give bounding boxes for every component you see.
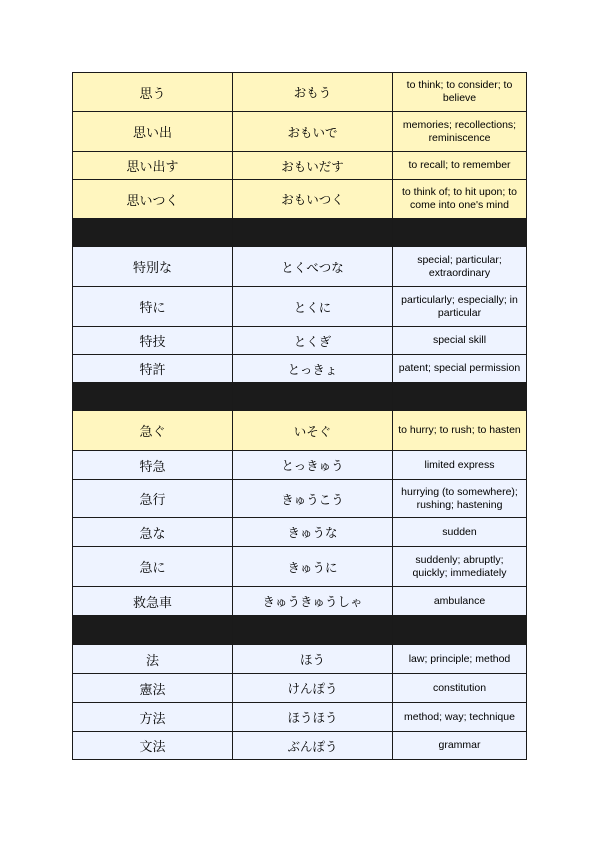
vocab-row xyxy=(73,73,527,112)
kanji-cell: 急ぐ xyxy=(73,411,233,451)
kana-cell: きゅうこう xyxy=(233,480,393,518)
separator-cell xyxy=(73,219,233,247)
meaning-cell: grammar xyxy=(393,732,527,760)
vocab-row xyxy=(73,645,527,674)
separator-cell xyxy=(73,383,233,411)
vocab-row xyxy=(73,480,527,518)
section-separator-row xyxy=(73,616,527,645)
kana-cell: いそぐ xyxy=(233,411,393,451)
meaning-cell: memories; recollections; reminiscence xyxy=(393,112,527,152)
kanji-cell: 法 xyxy=(73,645,233,674)
vocab-row xyxy=(73,327,527,355)
kanji-cell: 急な xyxy=(73,518,233,547)
separator-cell xyxy=(393,616,527,645)
separator-cell xyxy=(233,219,393,247)
kana-cell: とくぎ xyxy=(233,327,393,355)
kanji-cell: 急行 xyxy=(73,480,233,518)
vocab-row xyxy=(73,152,527,180)
kana-cell: おもう xyxy=(233,73,393,112)
vocab-row xyxy=(73,674,527,703)
kana-cell: きゅうな xyxy=(233,518,393,547)
separator-cell xyxy=(233,383,393,411)
kanji-cell: 特技 xyxy=(73,327,233,355)
kanji-cell: 思い出 xyxy=(73,112,233,152)
meaning-cell: law; principle; method xyxy=(393,645,527,674)
section-separator-row xyxy=(73,219,527,247)
vocab-row xyxy=(73,247,527,287)
meaning-cell: particularly; especially; in particular xyxy=(393,287,527,327)
kana-cell: おもいだす xyxy=(233,152,393,180)
vocab-row xyxy=(73,451,527,480)
vocab-row xyxy=(73,287,527,327)
vocab-row xyxy=(73,732,527,760)
separator-cell xyxy=(393,383,527,411)
kana-cell: ほうほう xyxy=(233,703,393,732)
vocab-row xyxy=(73,355,527,383)
vocabulary-table-body xyxy=(73,73,527,760)
vocab-row xyxy=(73,180,527,219)
kana-cell: おもいで xyxy=(233,112,393,152)
meaning-cell: limited express xyxy=(393,451,527,480)
kana-cell: ぶんぽう xyxy=(233,732,393,760)
vocab-row xyxy=(73,518,527,547)
meaning-cell: constitution xyxy=(393,674,527,703)
vocab-row xyxy=(73,547,527,587)
meaning-cell: patent; special permission xyxy=(393,355,527,383)
kanji-cell: 救急車 xyxy=(73,587,233,616)
vocab-row xyxy=(73,411,527,451)
meaning-cell: to think; to consider; to believe xyxy=(393,73,527,112)
separator-cell xyxy=(393,219,527,247)
kana-cell: とっきゅう xyxy=(233,451,393,480)
kana-cell: きゅうに xyxy=(233,547,393,587)
vocab-row xyxy=(73,587,527,616)
meaning-cell: to recall; to remember xyxy=(393,152,527,180)
kanji-cell: 方法 xyxy=(73,703,233,732)
kanji-cell: 思いつく xyxy=(73,180,233,219)
kanji-cell: 特許 xyxy=(73,355,233,383)
meaning-cell: method; way; technique xyxy=(393,703,527,732)
kanji-cell: 特に xyxy=(73,287,233,327)
meaning-cell: sudden xyxy=(393,518,527,547)
kana-cell: おもいつく xyxy=(233,180,393,219)
meaning-cell: ambulance xyxy=(393,587,527,616)
meaning-cell: to hurry; to rush; to hasten xyxy=(393,411,527,451)
kana-cell: とくに xyxy=(233,287,393,327)
kana-cell: とっきょ xyxy=(233,355,393,383)
kanji-cell: 憲法 xyxy=(73,674,233,703)
section-separator-row xyxy=(73,383,527,411)
kanji-cell: 思う xyxy=(73,73,233,112)
meaning-cell: special; particular; extraordinary xyxy=(393,247,527,287)
kanji-cell: 特別な xyxy=(73,247,233,287)
meaning-cell: hurrying (to somewhere); rushing; hastening xyxy=(393,480,527,518)
meaning-cell: special skill xyxy=(393,327,527,355)
kana-cell: ほう xyxy=(233,645,393,674)
kana-cell: きゅうきゅうしゃ xyxy=(233,587,393,616)
kanji-cell: 特急 xyxy=(73,451,233,480)
separator-cell xyxy=(73,616,233,645)
kanji-cell: 急に xyxy=(73,547,233,587)
kanji-cell: 文法 xyxy=(73,732,233,760)
meaning-cell: to think of; to hit upon; to come into one's mind xyxy=(393,180,527,219)
vocab-row xyxy=(73,112,527,152)
kanji-cell: 思い出す xyxy=(73,152,233,180)
separator-cell xyxy=(233,616,393,645)
meaning-cell: suddenly; abruptly; quickly; immediately xyxy=(393,547,527,587)
kana-cell: とくべつな xyxy=(233,247,393,287)
kana-cell: けんぽう xyxy=(233,674,393,703)
vocab-row xyxy=(73,703,527,732)
vocabulary-table xyxy=(72,72,527,760)
